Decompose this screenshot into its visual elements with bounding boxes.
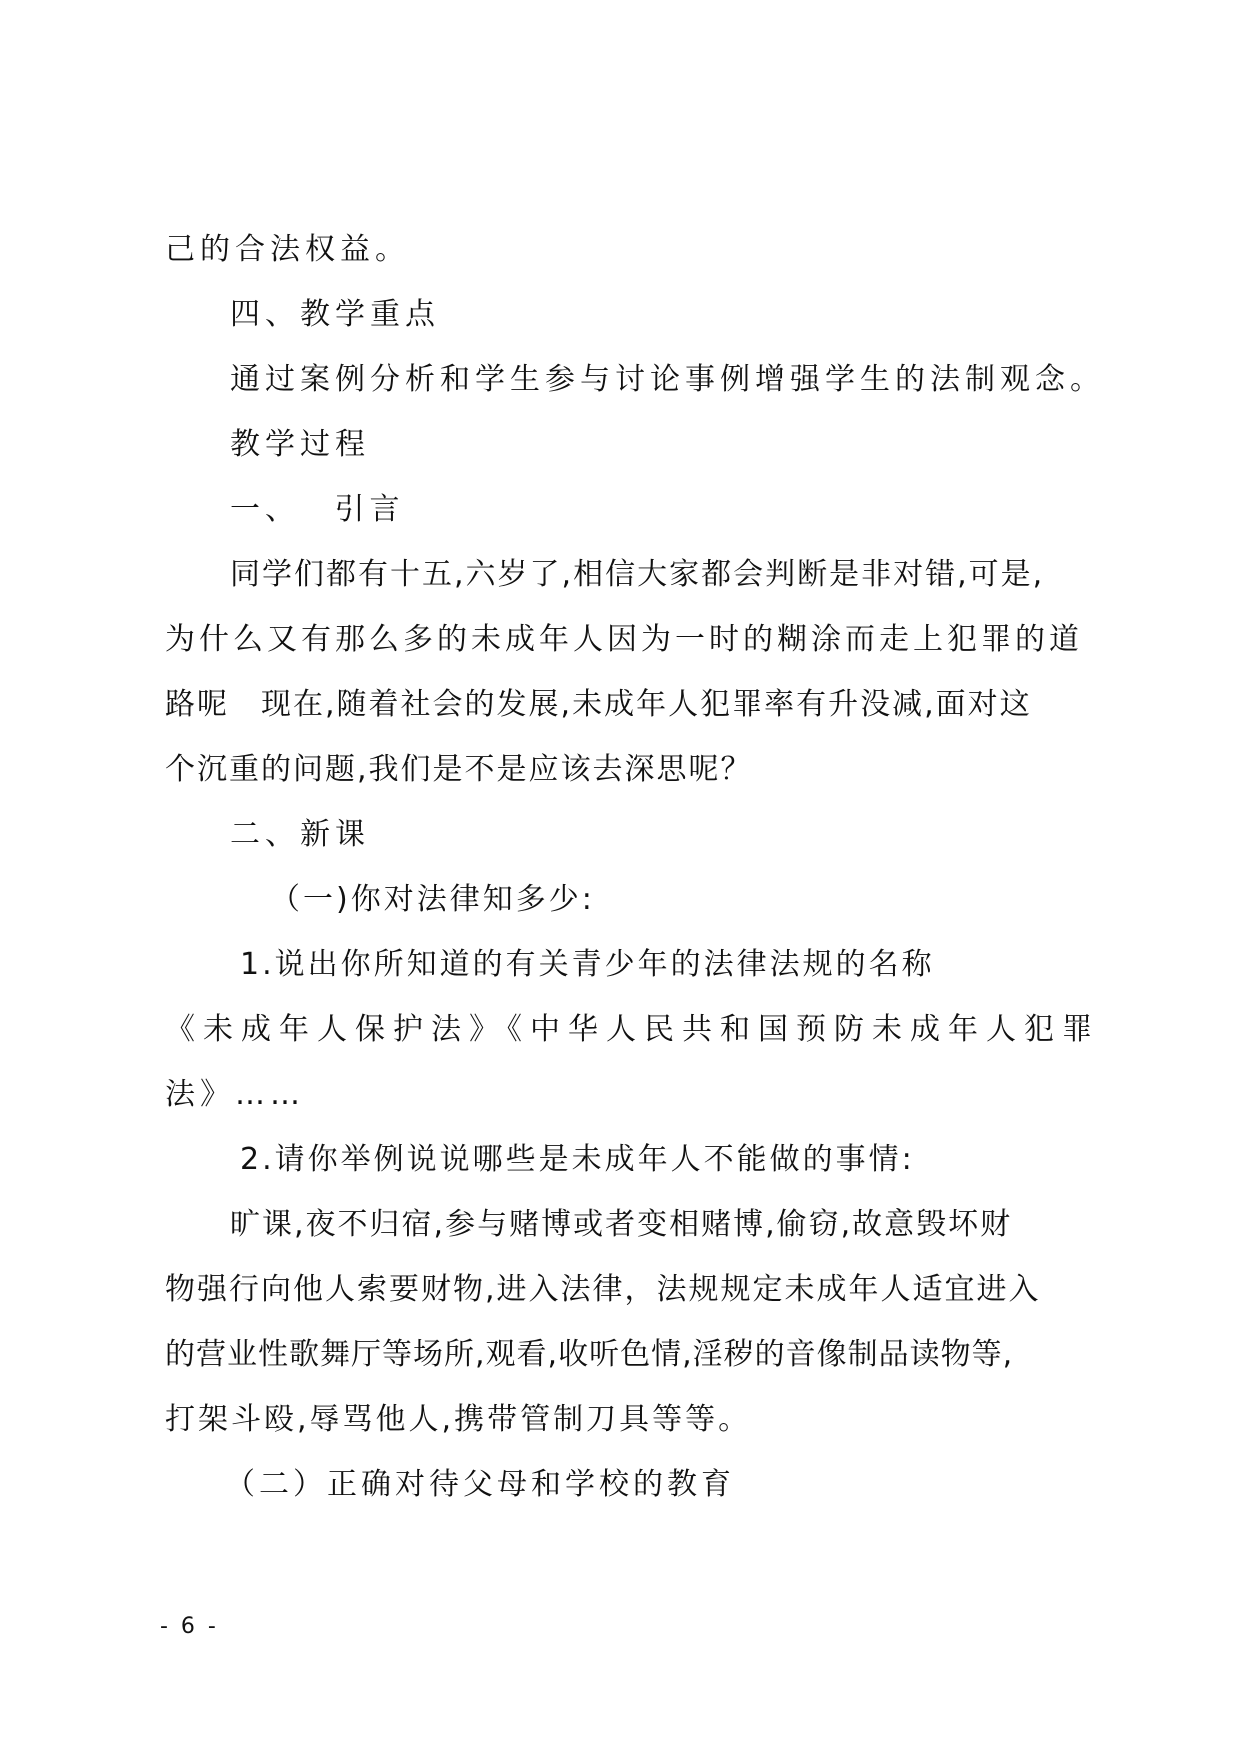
subsection-heading: （一)你对法律知多少: xyxy=(270,882,595,917)
paragraph-line: 同学们都有十五,六岁了,相信大家都会判断是非对错,可是, xyxy=(230,557,1045,592)
paragraph-line: 物强行向他人索要财物,进入法律，法规规定未成年人适宜进入 xyxy=(165,1272,1041,1307)
paragraph-line: 法》…… xyxy=(165,1077,305,1112)
paragraph-line: 通过案例分析和学生参与讨论事例增强学生的法制观念。 xyxy=(230,362,1105,397)
section-heading: 一、 引言 xyxy=(230,492,405,527)
paragraph-line: 《未成年人保护法》《中华人民共和国预防未成年人犯罪 xyxy=(165,1012,1100,1047)
paragraph-line: 打架斗殴,辱骂他人,携带管制刀具等等。 xyxy=(165,1402,752,1437)
paragraph-line: 己的合法权益。 xyxy=(165,232,410,267)
list-item: 2.请你举例说说哪些是未成年人不能做的事情: xyxy=(240,1142,915,1177)
section-heading: 四、教学重点 xyxy=(230,297,440,332)
section-heading: 教学过程 xyxy=(230,427,370,462)
paragraph-line: 旷课,夜不归宿,参与赌博或者变相赌博,偷窃,故意毁坏财 xyxy=(230,1207,1013,1242)
subsection-heading: （二）正确对待父母和学校的教育 xyxy=(225,1467,735,1502)
paragraph-line: 为什么又有那么多的未成年人因为一时的糊涂而走上犯罪的道 xyxy=(165,622,1083,657)
section-heading: 二、新课 xyxy=(230,817,370,852)
list-item: 1.说出你所知道的有关青少年的法律法规的名称 xyxy=(240,947,935,982)
page-number: - 6 - xyxy=(160,1614,219,1639)
paragraph-line: 路呢 现在,随着社会的发展,未成年人犯罪率有升没减,面对这 xyxy=(165,687,1032,722)
paragraph-line: 个沉重的问题,我们是不是应该去深思呢？ xyxy=(165,752,753,787)
paragraph-line: 的营业性歌舞厅等场所,观看,收听色情,淫秽的音像制品读物等, xyxy=(165,1337,1014,1372)
